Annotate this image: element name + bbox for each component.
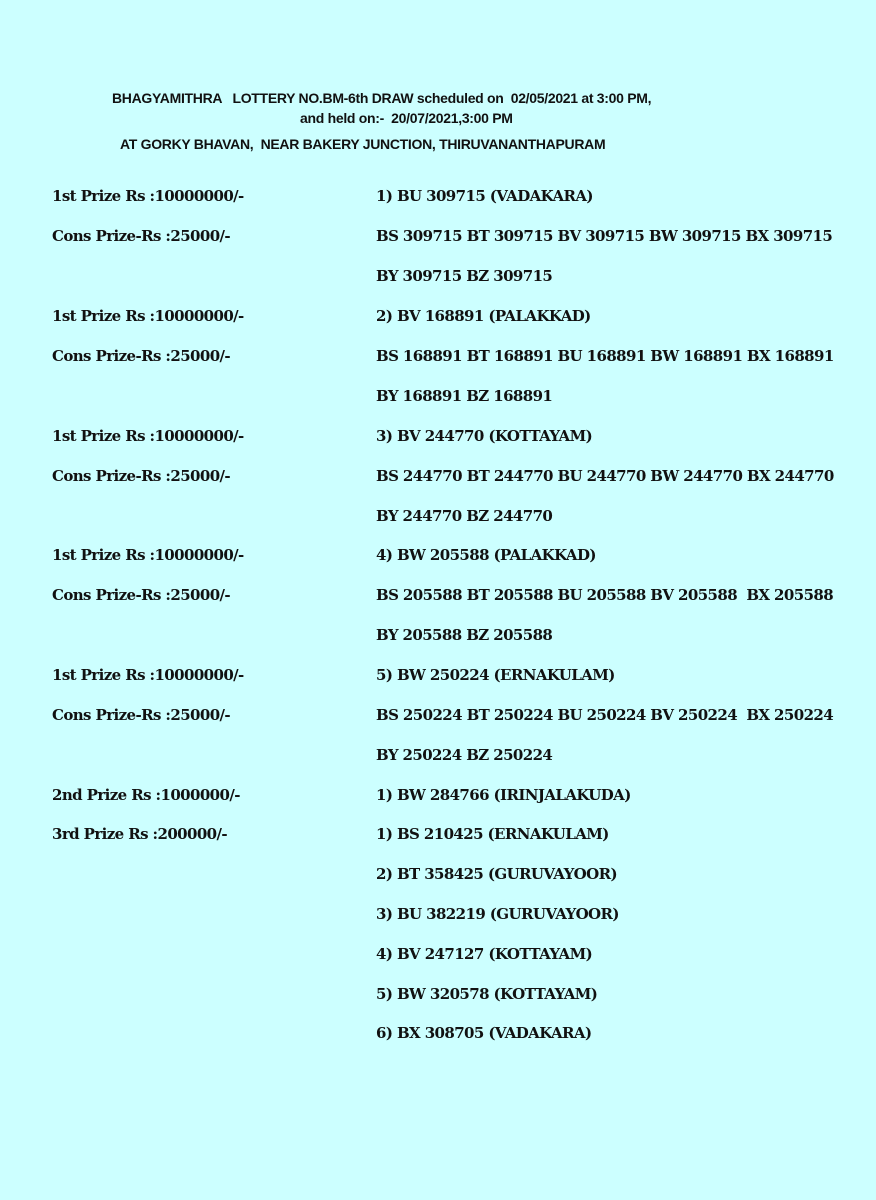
result-row: [0, 466, 876, 506]
winning-numbers: BS 250224 BT 250224 BU 250224 BV 250224 BX 250224: [376, 706, 834, 724]
winning-numbers: 3) BV 244770 (KOTTAYAM): [376, 427, 593, 445]
draw-venue: AT GORKY BHAVAN, NEAR BAKERY JUNCTION, THIRUVANANTHAPURAM: [120, 136, 606, 152]
winning-numbers: 2) BT 358425 (GURUVAYOOR): [376, 865, 617, 883]
winning-numbers: 3) BU 382219 (GURUVAYOOR): [376, 905, 619, 923]
result-row: [0, 984, 876, 1024]
result-row: [0, 545, 876, 585]
result-row: [0, 785, 876, 825]
prize-label: 1st Prize Rs :10000000/-: [52, 307, 244, 325]
prize-label: Cons Prize-Rs :25000/-: [52, 347, 231, 365]
winning-numbers: 2) BV 168891 (PALAKKAD): [376, 307, 591, 325]
winning-numbers: BS 205588 BT 205588 BU 205588 BV 205588 BX 205588: [376, 586, 834, 604]
result-row: [0, 625, 876, 665]
winning-numbers: 5) BW 320578 (KOTTAYAM): [376, 985, 598, 1003]
draw-title: BHAGYAMITHRA LOTTERY NO.BM-6th DRAW scheduled on 02/05/2021 at 3:00 PM,: [112, 90, 652, 106]
result-row: [0, 426, 876, 466]
result-row: [0, 306, 876, 346]
result-row: [0, 585, 876, 625]
result-row: [0, 904, 876, 944]
result-row: [0, 506, 876, 546]
winning-numbers: 1) BS 210425 (ERNAKULAM): [376, 825, 609, 843]
winning-numbers: BY 244770 BZ 244770: [376, 507, 553, 525]
prize-label: Cons Prize-Rs :25000/-: [52, 227, 231, 245]
winning-numbers: BS 168891 BT 168891 BU 168891 BW 168891 BX 168891: [376, 347, 834, 365]
result-row: [0, 745, 876, 785]
prize-label: 1st Prize Rs :10000000/-: [52, 666, 244, 684]
winning-numbers: BY 309715 BZ 309715: [376, 267, 553, 285]
winning-numbers: 6) BX 308705 (VADAKARA): [376, 1024, 592, 1042]
winning-numbers: BS 244770 BT 244770 BU 244770 BW 244770 BX 244770: [376, 467, 834, 485]
winning-numbers: BS 309715 BT 309715 BV 309715 BW 309715 BX 309715: [376, 227, 833, 245]
prize-label: 1st Prize Rs :10000000/-: [52, 546, 244, 564]
result-row: [0, 944, 876, 984]
winning-numbers: 4) BW 205588 (PALAKKAD): [376, 546, 596, 564]
prize-label: Cons Prize-Rs :25000/-: [52, 706, 231, 724]
prize-label: 3rd Prize Rs :200000/-: [52, 825, 228, 843]
result-row: [0, 186, 876, 226]
winning-numbers: BY 205588 BZ 205588: [376, 626, 553, 644]
prize-label: 1st Prize Rs :10000000/-: [52, 187, 244, 205]
result-row: [0, 226, 876, 266]
winning-numbers: 1) BU 309715 (VADAKARA): [376, 187, 593, 205]
winning-numbers: BY 168891 BZ 168891: [376, 387, 553, 405]
result-row: [0, 665, 876, 705]
prize-label: Cons Prize-Rs :25000/-: [52, 467, 231, 485]
result-row: [0, 864, 876, 904]
winning-numbers: 1) BW 284766 (IRINJALAKUDA): [376, 786, 631, 804]
prize-label: 2nd Prize Rs :1000000/-: [52, 786, 240, 804]
winning-numbers: 5) BW 250224 (ERNAKULAM): [376, 666, 615, 684]
winning-numbers: 4) BV 247127 (KOTTAYAM): [376, 945, 593, 963]
result-row: [0, 346, 876, 386]
result-row: [0, 386, 876, 426]
draw-held-date: and held on:- 20/07/2021,3:00 PM: [300, 110, 513, 126]
result-row: [0, 824, 876, 864]
winning-numbers: BY 250224 BZ 250224: [376, 746, 553, 764]
result-row: [0, 1023, 876, 1063]
prize-label: Cons Prize-Rs :25000/-: [52, 586, 231, 604]
result-row: [0, 705, 876, 745]
prize-label: 1st Prize Rs :10000000/-: [52, 427, 244, 445]
result-row: [0, 266, 876, 306]
